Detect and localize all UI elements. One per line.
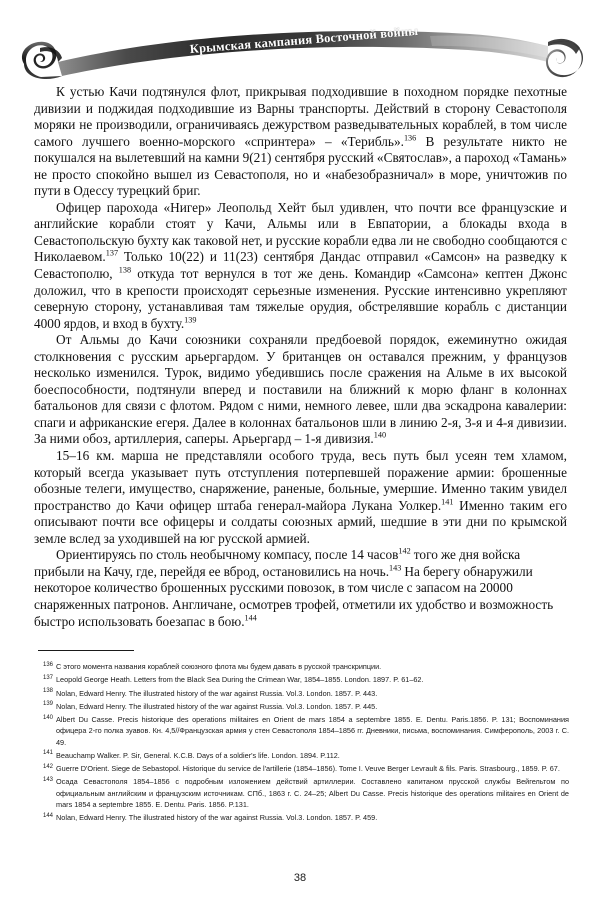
footnote-number: 142: [42, 763, 53, 770]
footnote-ref-144[interactable]: 144: [244, 613, 257, 623]
page-title: Крымская кампания Восточной войны: [189, 23, 419, 57]
footnote-number: 136: [42, 661, 53, 668]
footnote-ref-136[interactable]: 136: [403, 133, 417, 143]
paragraph-2-tail: Только 10(22) и 11(23) сентября Дандас отправил «Самсон» на разведку к Севастополю,: [34, 249, 567, 282]
main-text-column: [34, 84, 567, 630]
footnote-ref-138[interactable]: 138: [118, 265, 132, 275]
footnote-item-140: [34, 714, 569, 748]
footnote-ref-137[interactable]: 137: [105, 249, 119, 259]
footnote-item-141: [34, 750, 569, 761]
footnote-number: 138: [42, 688, 53, 695]
paragraph-2-text: Офицер парохода «Нигер» Леопольд Хейт был удивлен, что почти все французские и английские корабли стоят у Качи, Альмы или в Евпатории, а блокады входа в Севастопольскую бухту как таковой нет, и русские корабли едва ли не свободно сообщаются с Николаевом.: [34, 199, 567, 265]
footnote-number: 144: [42, 812, 53, 819]
footnote-number: 139: [42, 701, 53, 708]
footnote-text: Albert Du Casse. Precis historique des operations militaires en Orient de mars 1854 a septembre 1855. E. Dentu. Paris.1856. P. 131; Воспоминания офицера 2-го полка зуавов. Кн. 4,5//Французская армия у стен Севастополя 1854–1856 гг. Дневники, письма, воспоминания. Симферополь, 2003 г. С. 49.: [56, 715, 569, 747]
paragraph-5: [34, 547, 567, 630]
ribbon-banner-graphic: [0, 18, 600, 80]
page-number: 38: [293, 872, 307, 884]
footnote-item-142: [34, 763, 569, 774]
footnote-text: Guerre D'Orient. Siege de Sebastopol. Historique du service de l'artillerie (1854–1856). Tome I. Veuve Berger Levrault & fils. Paris. Strasbourg., 1859. P. 67.: [56, 764, 560, 774]
footnote-text: Nolan, Edward Henry. The illustrated history of the war against Russia. Vol.3. London. 1857. P. 459.: [56, 813, 378, 823]
footnote-item-138: [34, 688, 569, 699]
paragraph-5-tail2: На берегу обнаружили некоторое количество брошенных русскими повозок, в том числе с запасом на 20000 снаряженных патронов. Англичане, осмотрев трофей, отметили их удобство и возможность быстро использовать боезапас в бою.: [34, 563, 554, 629]
footnote-ref-141[interactable]: 141: [441, 497, 454, 507]
footnote-number: 137: [42, 674, 53, 681]
footnote-item-137: [34, 674, 569, 685]
footnote-item-144: [34, 812, 569, 823]
footnote-item-136: [34, 661, 569, 672]
footnote-number: 143: [42, 776, 53, 783]
ribbon-left-curl: [22, 42, 62, 79]
paragraph-3: [34, 332, 567, 448]
footnote-text: С этого момента названия кораблей союзного флота мы будем давать в русской транскрипции.: [56, 662, 382, 671]
footnote-ref-142[interactable]: 142: [398, 546, 411, 556]
paragraph-1: [34, 84, 567, 200]
paragraph-1-tail: В результате никто не покушался на вылетевший на камни 9(21) сентября русский «Святослав», а пароход «Тамань» не просто спокойно вышел из Севастополя, но и «набезобразничал» в море, уничтожив по пути в Одессу турецкий бриг.: [34, 133, 567, 199]
footnote-number: 140: [42, 714, 53, 721]
footnote-item-143: [34, 776, 569, 810]
paragraph-5-tail: того же дня войска прибыли на Качу, где, перейдя ее вброд, остановились на ночь.: [34, 547, 521, 579]
footnote-item-139: [34, 701, 569, 712]
paragraph-1-text: К устью Качи подтянулся флот, прикрывая подходившие в походном порядке пехотные дивизии и поджидая подходившие из Варны транспорты. Действий в сторону Севастополя моряки не производили, ограничиваясь дежурством разведывательных кораблей, в том числе самого лучшего военно-морского «спринтера» – «Терибль».: [34, 84, 567, 149]
footnote-text: Nolan, Edward Henry. The illustrated history of the war against Russia. Vol.3. London. 1857. P. 443.: [56, 688, 378, 698]
footnote-ref-139[interactable]: 139: [184, 315, 197, 325]
footnote-text: Leopold George Heath. Letters from the Black Sea During the Crimean War, 1854–1855. London. 1897. P. 61–62.: [56, 675, 424, 685]
footnote-text: Осада Севастополя 1854–1856 с подробным изложением действий артиллерии. Составлено капитаном прусской службы Вейгельтом по официальным английским и французским источникам. СПб., 1863 г. С. 24–25; Albert Du Casse. Precis historique des operations militaires en Orient de mars 1854 a septembre 1855. E. Dentu. Paris. 1856. P.131.: [56, 777, 569, 809]
paragraph-3-text: От Альмы до Качи союзники сохраняли предбоевой порядок, ежеминутно ожидая столкновения с русским арьергардом. У британцев он оставался прежним, у французов несколько изменился. Турок, видимо убедившись после сражения на Альме в их высокой боеспособности, подтянули вперед и поставили на ближний к морю фланг в колоннах батальонов для связи с флотом. Рядом с ними, немного левее, шли два эскадрона кавалерии: спаги и африканские егеря. Далее в колоннах батальонов шли в линию 2-я, 3-я и 4-я дивизии. За ними обоз, артиллерия, саперы. Арьергард – 1-я дивизия.: [34, 332, 567, 447]
footnote-text: Nolan, Edward Henry. The illustrated history of the war against Russia. Vol.3. London. 1857. P. 445.: [56, 701, 378, 711]
paragraph-2-tail2: откуда тот вернулся в тот же день. Командир «Самсона» кептен Джонс доложил, что в крепости происходят серьезные изменения. Русские интенсивно укрепляют северную сторону, устанавливая там тяжелые орудия, обстрелявшие корабль с дистанции 4000 ярдов, и вход в бухту.: [34, 266, 567, 331]
paragraph-4-tail: Именно таким его описывают почти все офицеры и солдаты союзных армий, шедшие в эти дни по крымской земле вслед за уходившей на юг русской армией.: [34, 497, 567, 546]
footnote-list: [34, 661, 569, 825]
footnote-text: Beauchamp Walker. P. Sir, General. K.C.B. Days of a soldier's life. London. 1894. P.112.: [56, 750, 340, 760]
paragraph-4-text: 15–16 км. марша не представляли особого труда, весь путь был усеян тем хламом, который всегда указывает путь отступления потерпевшей поражение армии: брошенные обозные телеги, имущество, снаряжение, раненые, больные, умершие. Именно таким увидел пространство до Качи офицер штаба генерал-майора Лукана Уолкер.: [34, 448, 567, 513]
paragraph-4: [34, 448, 567, 547]
footnote-separator-rule: [38, 650, 134, 651]
paragraph-2: [34, 200, 567, 332]
footnote-number: 141: [42, 750, 53, 757]
paragraph-5-text: Ориентируясь по столь необычному компасу, после 14 часов: [56, 547, 399, 563]
footnote-ref-140[interactable]: 140: [373, 431, 387, 441]
footnote-ref-143[interactable]: 143: [389, 563, 402, 573]
